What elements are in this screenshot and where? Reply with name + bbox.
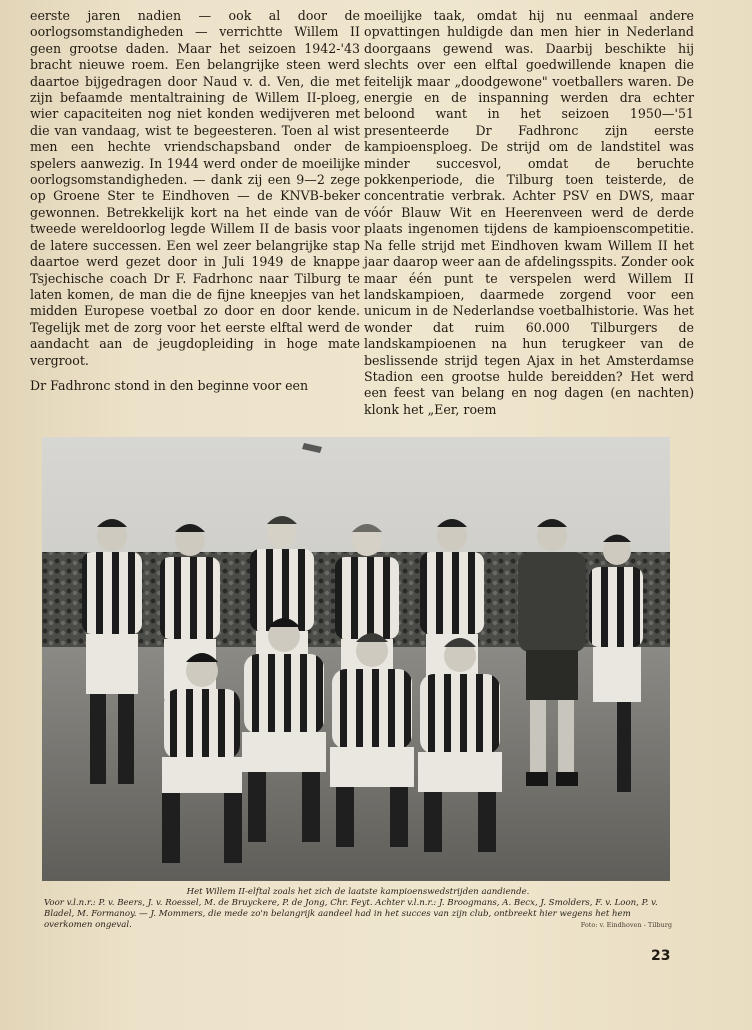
page-number: 23	[651, 948, 671, 964]
caption-names: Voor v.l.n.r.: P. v. Beers, J. v. Roessel, M. de Bruyckere, P. de Jong, Chr. Feyt. Achter v.l.n.r.: J. Broogmans, A. Becx, J. Smolders, F. v. Loon, P. v. Bladel, M. Formanoy. — J. Mommers, die mede zo'n belangrijk aandeel had in het succes van zijn club, ontbreekt hier wegens het hem overkomen ongeval.	[44, 898, 658, 930]
right-paragraph-1: moeilijke taak, omdat hij nu eenmaal andere opvattingen huldigde dan men hier in Nederland doorgaans gewend was. Daarbij beschikte hij slechts over een elftal goedwillende knapen die feitelijk maar „doodgewone" voetballers waren. De energie en de inspanning werden dra echter beloond want in het seizoen 1950—'51 presenteerde Dr Fadhronc zijn eerste kampioensploeg. De strijd om de landstitel was minder succesvol, omdat de beruchte pokkenperiode, die Tilburg toen teisterde, de concentratie verbrak. Achter PSV en DWS, maar vóór Blauw Wit en Heerenveen werd de derde plaats ingenomen tijdens de kampioenscompetitie. Na felle strijd met Eindhoven kwam Willem II het jaar daarop weer aan de afdelingsspits. Zonder ook maar één punt te verspelen werd Willem II landskampioen, daarmede zorgend voor een unicum in de Nederlandse voetbalhistorie. Was het wonder dat ruim 60.000 Tilburgers de landskampioenen na hun terugkeer van de beslissende strijd tegen Ajax in het Amsterdamse Stadion een grootse hulde bereidden? Het werd een feest van belang en nog dagen (en nachten) klonk het „Eer, roem	[364, 8, 694, 417]
photo-caption	[44, 887, 672, 931]
right-text-column	[364, 8, 694, 427]
left-text-column	[30, 8, 360, 403]
caption-title: Het Willem II-elftal zoals het zich de laatste kampioenswedstrijden aandiende.	[186, 887, 530, 897]
team-photo	[42, 437, 670, 881]
left-paragraph-1: eerste jaren nadien — ook al door de oorlogsomstandigheden — verrichtte Willem II geen grootse daden. Maar het seizoen 1942-'43 bracht nieuwe roem. Een belangrijke steen werd daartoe bijgedragen door Naud v. d. Ven, die met zijn befaamde mentaltraining de Willem II-ploeg, wier capaciteiten nog niet konden wedijveren met die van vandaag, wist te begeesteren. Toen al wist men een hechte vriendschapsband onder de spelers aanwezig. In 1944 werd onder de moeilijke oorlogsomstandigheden. — dank zij een 9—2 zege op Groene Ster te Eindhoven — de KNVB-beker gewonnen. Betrekkelijk kort na het einde van de tweede wereldoorlog legde Willem II de basis voor de latere successen. Een wel zeer belangrijke stap daartoe werd gezet door in Juli 1949 de knappe Tsjechische coach Dr F. Fadrhonc naar Tilburg te laten komen, de man die de fijne kneepjes van het midden Europese voetbal zo door en door kende. Tegelijk met de zorg voor het eerste elftal werd de aandacht aan de jeugdopleiding in hoge mate vergroot.	[30, 8, 360, 368]
photo-credit: Foto: v. Eindhoven - Tilburg	[580, 921, 672, 929]
left-paragraph-2: Dr Fadhronc stond in den beginne voor een	[30, 377, 309, 393]
